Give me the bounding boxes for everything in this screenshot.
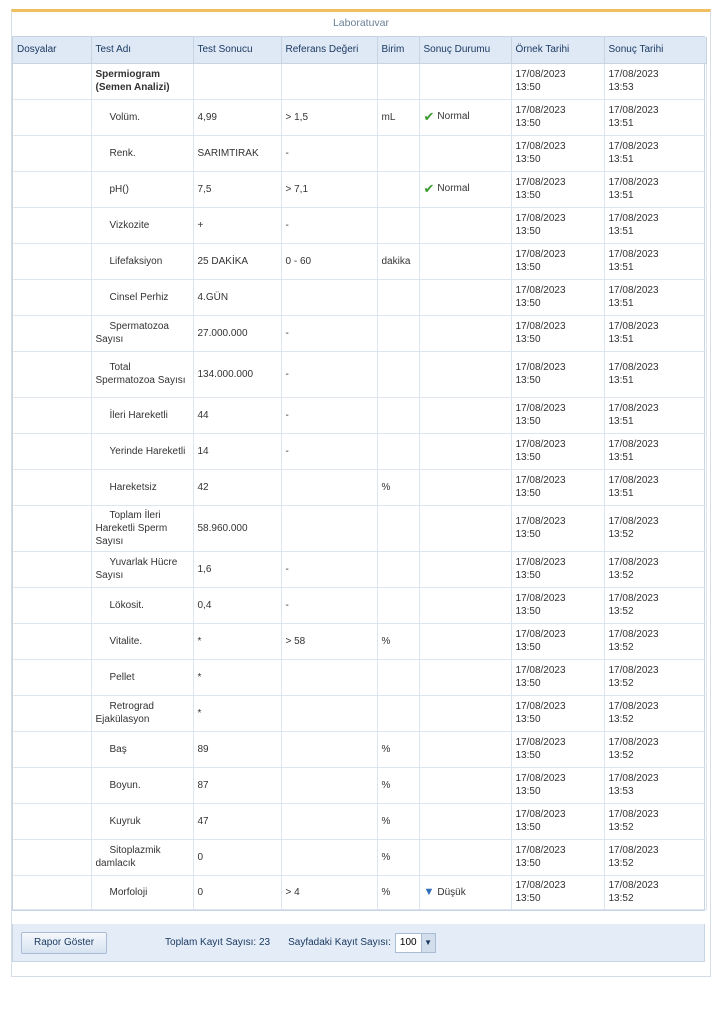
cell-reference — [281, 505, 377, 551]
cell-name: Kuyruk — [91, 803, 193, 839]
cell-name: Yerinde Hareketli — [91, 433, 193, 469]
cell-files — [13, 315, 91, 351]
cell-name: Spermiogram (Semen Analizi) — [91, 63, 193, 99]
table-row[interactable] — [13, 243, 706, 279]
cell-sample-date: 17/08/2023 13:50 — [511, 243, 604, 279]
cell-files — [13, 623, 91, 659]
cell-files — [13, 433, 91, 469]
cell-name: Vitalite. — [91, 623, 193, 659]
grid-footer — [12, 924, 705, 962]
cell-name: İleri Hareketli — [91, 397, 193, 433]
cell-name: Baş — [91, 731, 193, 767]
table-row[interactable] — [13, 99, 706, 135]
table-row[interactable] — [13, 695, 706, 731]
cell-reference — [281, 279, 377, 315]
col-result[interactable]: Test Sonucu — [193, 37, 281, 63]
cell-name: Lifefaksiyon — [91, 243, 193, 279]
cell-reference: - — [281, 587, 377, 623]
table-row[interactable] — [13, 551, 706, 587]
cell-status — [419, 767, 511, 803]
cell-unit: % — [377, 803, 419, 839]
total-records: Toplam Kayıt Sayısı: 23 — [165, 937, 271, 948]
cell-sample-date: 17/08/2023 13:50 — [511, 315, 604, 351]
cell-reference: - — [281, 135, 377, 171]
cell-unit — [377, 659, 419, 695]
table-row[interactable] — [13, 397, 706, 433]
cell-sample-date: 17/08/2023 13:50 — [511, 171, 604, 207]
cell-name: Hareketsiz — [91, 469, 193, 505]
cell-result: 44 — [193, 397, 281, 433]
status-badge — [424, 110, 470, 123]
cell-sample-date: 17/08/2023 13:50 — [511, 505, 604, 551]
cell-reference — [281, 469, 377, 505]
cell-result: * — [193, 659, 281, 695]
cell-status — [419, 207, 511, 243]
cell-result: 27.000.000 — [193, 315, 281, 351]
cell-unit: % — [377, 839, 419, 875]
cell-result — [193, 63, 281, 99]
cell-reference — [281, 803, 377, 839]
cell-files — [13, 731, 91, 767]
table-row[interactable] — [13, 767, 706, 803]
cell-result-date: 17/08/2023 13:51 — [604, 315, 706, 351]
cell-sample-date: 17/08/2023 13:50 — [511, 135, 604, 171]
cell-files — [13, 397, 91, 433]
per-page-label: Sayfadaki Kayıt Sayısı: — [288, 937, 391, 948]
cell-name: Spermatozoa Sayısı — [91, 315, 193, 351]
cell-unit — [377, 505, 419, 551]
cell-unit: mL — [377, 99, 419, 135]
cell-sample-date: 17/08/2023 13:50 — [511, 731, 604, 767]
cell-result: 0,4 — [193, 587, 281, 623]
cell-result-date: 17/08/2023 13:51 — [604, 433, 706, 469]
cell-files — [13, 803, 91, 839]
cell-unit — [377, 551, 419, 587]
cell-sample-date: 17/08/2023 13:50 — [511, 99, 604, 135]
cell-result-date: 17/08/2023 13:52 — [604, 695, 706, 731]
cell-result-date: 17/08/2023 13:52 — [604, 505, 706, 551]
cell-result: 134.000.000 — [193, 351, 281, 397]
cell-status — [419, 839, 511, 875]
cell-reference — [281, 695, 377, 731]
table-row[interactable] — [13, 315, 706, 351]
cell-sample-date: 17/08/2023 13:50 — [511, 839, 604, 875]
cell-reference: - — [281, 207, 377, 243]
cell-result-date: 17/08/2023 13:51 — [604, 243, 706, 279]
cell-sample-date: 17/08/2023 13:50 — [511, 803, 604, 839]
cell-unit — [377, 171, 419, 207]
cell-unit: % — [377, 623, 419, 659]
cell-reference: > 7,1 — [281, 171, 377, 207]
cell-status — [419, 551, 511, 587]
panel-title: Laboratuvar — [332, 17, 390, 29]
cell-name: Lökosit. — [91, 587, 193, 623]
cell-status — [419, 397, 511, 433]
cell-result-date: 17/08/2023 13:52 — [604, 587, 706, 623]
cell-status — [419, 731, 511, 767]
cell-name: Volüm. — [91, 99, 193, 135]
cell-result-date: 17/08/2023 13:51 — [604, 351, 706, 397]
cell-reference: - — [281, 351, 377, 397]
cell-status — [419, 587, 511, 623]
cell-unit — [377, 315, 419, 351]
cell-status — [419, 803, 511, 839]
cell-name: Boyun. — [91, 767, 193, 803]
cell-result: 87 — [193, 767, 281, 803]
cell-files — [13, 135, 91, 171]
cell-sample-date: 17/08/2023 13:50 — [511, 875, 604, 909]
cell-result-date: 17/08/2023 13:52 — [604, 551, 706, 587]
cell-unit: % — [377, 731, 419, 767]
cell-name: Renk. — [91, 135, 193, 171]
cell-sample-date: 17/08/2023 13:50 — [511, 469, 604, 505]
cell-result: 0 — [193, 875, 281, 909]
cell-unit — [377, 279, 419, 315]
cell-sample-date: 17/08/2023 13:50 — [511, 279, 604, 315]
cell-files — [13, 695, 91, 731]
cell-unit: % — [377, 875, 419, 909]
cell-unit — [377, 135, 419, 171]
cell-result: 4,99 — [193, 99, 281, 135]
cell-result-date: 17/08/2023 13:52 — [604, 839, 706, 875]
cell-status — [419, 279, 511, 315]
results-grid — [12, 36, 705, 911]
cell-status — [419, 351, 511, 397]
cell-result-date: 17/08/2023 13:52 — [604, 731, 706, 767]
cell-name: Retrograd Ejakülasyon — [91, 695, 193, 731]
cell-result-date: 17/08/2023 13:53 — [604, 63, 706, 99]
cell-sample-date: 17/08/2023 13:50 — [511, 207, 604, 243]
cell-status — [419, 875, 511, 909]
cell-status — [419, 433, 511, 469]
cell-files — [13, 839, 91, 875]
cell-result: 42 — [193, 469, 281, 505]
table-row[interactable] — [13, 171, 706, 207]
cell-files — [13, 207, 91, 243]
status-text: Normal — [437, 110, 470, 122]
cell-sample-date: 17/08/2023 13:50 — [511, 433, 604, 469]
cell-files — [13, 551, 91, 587]
col-files[interactable]: Dosyalar — [13, 37, 91, 63]
cell-reference — [281, 731, 377, 767]
table-row[interactable] — [13, 659, 706, 695]
cell-status — [419, 469, 511, 505]
col-unit[interactable]: Birim — [377, 37, 419, 63]
cell-reference: > 1,5 — [281, 99, 377, 135]
cell-result: 58.960.000 — [193, 505, 281, 551]
cell-status — [419, 659, 511, 695]
cell-reference: - — [281, 551, 377, 587]
cell-sample-date: 17/08/2023 13:50 — [511, 397, 604, 433]
col-status[interactable]: Sonuç Durumu — [419, 37, 511, 63]
cell-reference: - — [281, 315, 377, 351]
cell-unit — [377, 207, 419, 243]
cell-sample-date: 17/08/2023 13:50 — [511, 587, 604, 623]
cell-unit: % — [377, 469, 419, 505]
cell-result: 1,6 — [193, 551, 281, 587]
cell-reference — [281, 659, 377, 695]
cell-files — [13, 659, 91, 695]
cell-unit — [377, 351, 419, 397]
table-row[interactable] — [13, 839, 706, 875]
cell-unit — [377, 587, 419, 623]
cell-result: 47 — [193, 803, 281, 839]
cell-reference — [281, 767, 377, 803]
cell-sample-date: 17/08/2023 13:50 — [511, 695, 604, 731]
cell-result-date: 17/08/2023 13:52 — [604, 623, 706, 659]
cell-unit: % — [377, 767, 419, 803]
status-text: Normal — [437, 182, 470, 194]
cell-result-date: 17/08/2023 13:51 — [604, 171, 706, 207]
cell-name: pH() — [91, 171, 193, 207]
cell-status — [419, 695, 511, 731]
cell-status — [419, 315, 511, 351]
cell-unit — [377, 63, 419, 99]
cell-name: Sitoplazmik damlacık — [91, 839, 193, 875]
header-row — [13, 37, 706, 63]
table-row[interactable] — [13, 63, 706, 99]
status-text: Düşük — [437, 886, 466, 898]
table-row[interactable] — [13, 207, 706, 243]
table-row[interactable] — [13, 623, 706, 659]
cell-files — [13, 171, 91, 207]
cell-sample-date: 17/08/2023 13:50 — [511, 659, 604, 695]
cell-sample-date: 17/08/2023 13:50 — [511, 551, 604, 587]
cell-unit: dakika — [377, 243, 419, 279]
cell-reference — [281, 63, 377, 99]
cell-name: Yuvarlak Hücre Sayısı — [91, 551, 193, 587]
cell-result-date: 17/08/2023 13:51 — [604, 469, 706, 505]
check-icon: ✔ — [423, 108, 435, 124]
cell-reference: - — [281, 433, 377, 469]
table-row[interactable] — [13, 279, 706, 315]
cell-result: 14 — [193, 433, 281, 469]
cell-files — [13, 587, 91, 623]
col-result-date[interactable]: Sonuç Tarihi — [604, 37, 706, 63]
cell-result: 7,5 — [193, 171, 281, 207]
cell-sample-date: 17/08/2023 13:50 — [511, 63, 604, 99]
cell-sample-date: 17/08/2023 13:50 — [511, 767, 604, 803]
col-reference[interactable]: Referans Değeri — [281, 37, 377, 63]
cell-result: * — [193, 623, 281, 659]
check-icon: ✔ — [423, 180, 435, 196]
cell-status — [419, 63, 511, 99]
cell-files — [13, 243, 91, 279]
per-page-value: 100 — [399, 937, 417, 948]
cell-files — [13, 99, 91, 135]
cell-result-date: 17/08/2023 13:52 — [604, 803, 706, 839]
table-row[interactable] — [13, 587, 706, 623]
cell-reference: - — [281, 397, 377, 433]
table-row[interactable] — [13, 433, 706, 469]
cell-result-date: 17/08/2023 13:52 — [604, 659, 706, 695]
cell-result-date: 17/08/2023 13:51 — [604, 135, 706, 171]
per-page-select[interactable] — [395, 933, 436, 953]
cell-files — [13, 279, 91, 315]
cell-name: Pellet — [91, 659, 193, 695]
cell-sample-date: 17/08/2023 13:50 — [511, 351, 604, 397]
table-row[interactable] — [13, 875, 706, 909]
cell-name: Toplam İleri Hareketli Sperm Sayısı — [91, 505, 193, 551]
cell-result: 0 — [193, 839, 281, 875]
cell-result-date: 17/08/2023 13:51 — [604, 397, 706, 433]
cell-result-date: 17/08/2023 13:52 — [604, 875, 706, 909]
cell-reference: > 58 — [281, 623, 377, 659]
cell-unit — [377, 397, 419, 433]
status-badge — [424, 886, 466, 899]
cell-files — [13, 767, 91, 803]
show-report-button[interactable]: Rapor Göster — [21, 932, 107, 954]
table-row[interactable] — [13, 469, 706, 505]
cell-result: 4.GÜN — [193, 279, 281, 315]
cell-sample-date: 17/08/2023 13:50 — [511, 623, 604, 659]
cell-status — [419, 135, 511, 171]
cell-reference — [281, 839, 377, 875]
cell-status — [419, 171, 511, 207]
cell-name: Cinsel Perhiz — [91, 279, 193, 315]
cell-result: * — [193, 695, 281, 731]
dropdown-arrow-icon[interactable]: ▼ — [421, 934, 435, 952]
cell-name: Total Spermatozoa Sayısı — [91, 351, 193, 397]
table-row[interactable] — [13, 731, 706, 767]
cell-name: Vizkozite — [91, 207, 193, 243]
cell-reference: 0 - 60 — [281, 243, 377, 279]
table-row[interactable] — [13, 135, 706, 171]
table-row[interactable] — [13, 505, 706, 551]
cell-files — [13, 505, 91, 551]
cell-status — [419, 505, 511, 551]
chevron-down-icon: ▼ — [423, 885, 435, 898]
cell-reference: > 4 — [281, 875, 377, 909]
cell-result: 89 — [193, 731, 281, 767]
cell-result: SARIMTIRAK — [193, 135, 281, 171]
cell-files — [13, 63, 91, 99]
table-row[interactable] — [13, 803, 706, 839]
cell-result-date: 17/08/2023 13:53 — [604, 767, 706, 803]
cell-status — [419, 623, 511, 659]
cell-result: 25 DAKİKA — [193, 243, 281, 279]
status-badge — [424, 182, 470, 195]
cell-files — [13, 469, 91, 505]
table-row[interactable] — [13, 351, 706, 397]
cell-files — [13, 351, 91, 397]
cell-result: + — [193, 207, 281, 243]
col-sample-date[interactable]: Örnek Tarihi — [511, 37, 604, 63]
cell-status — [419, 243, 511, 279]
cell-files — [13, 875, 91, 909]
cell-unit — [377, 433, 419, 469]
cell-unit — [377, 695, 419, 731]
cell-result-date: 17/08/2023 13:51 — [604, 207, 706, 243]
cell-name: Morfoloji — [91, 875, 193, 909]
cell-status — [419, 99, 511, 135]
col-test-name[interactable]: Test Adı — [91, 37, 193, 63]
cell-result-date: 17/08/2023 13:51 — [604, 279, 706, 315]
cell-result-date: 17/08/2023 13:51 — [604, 99, 706, 135]
